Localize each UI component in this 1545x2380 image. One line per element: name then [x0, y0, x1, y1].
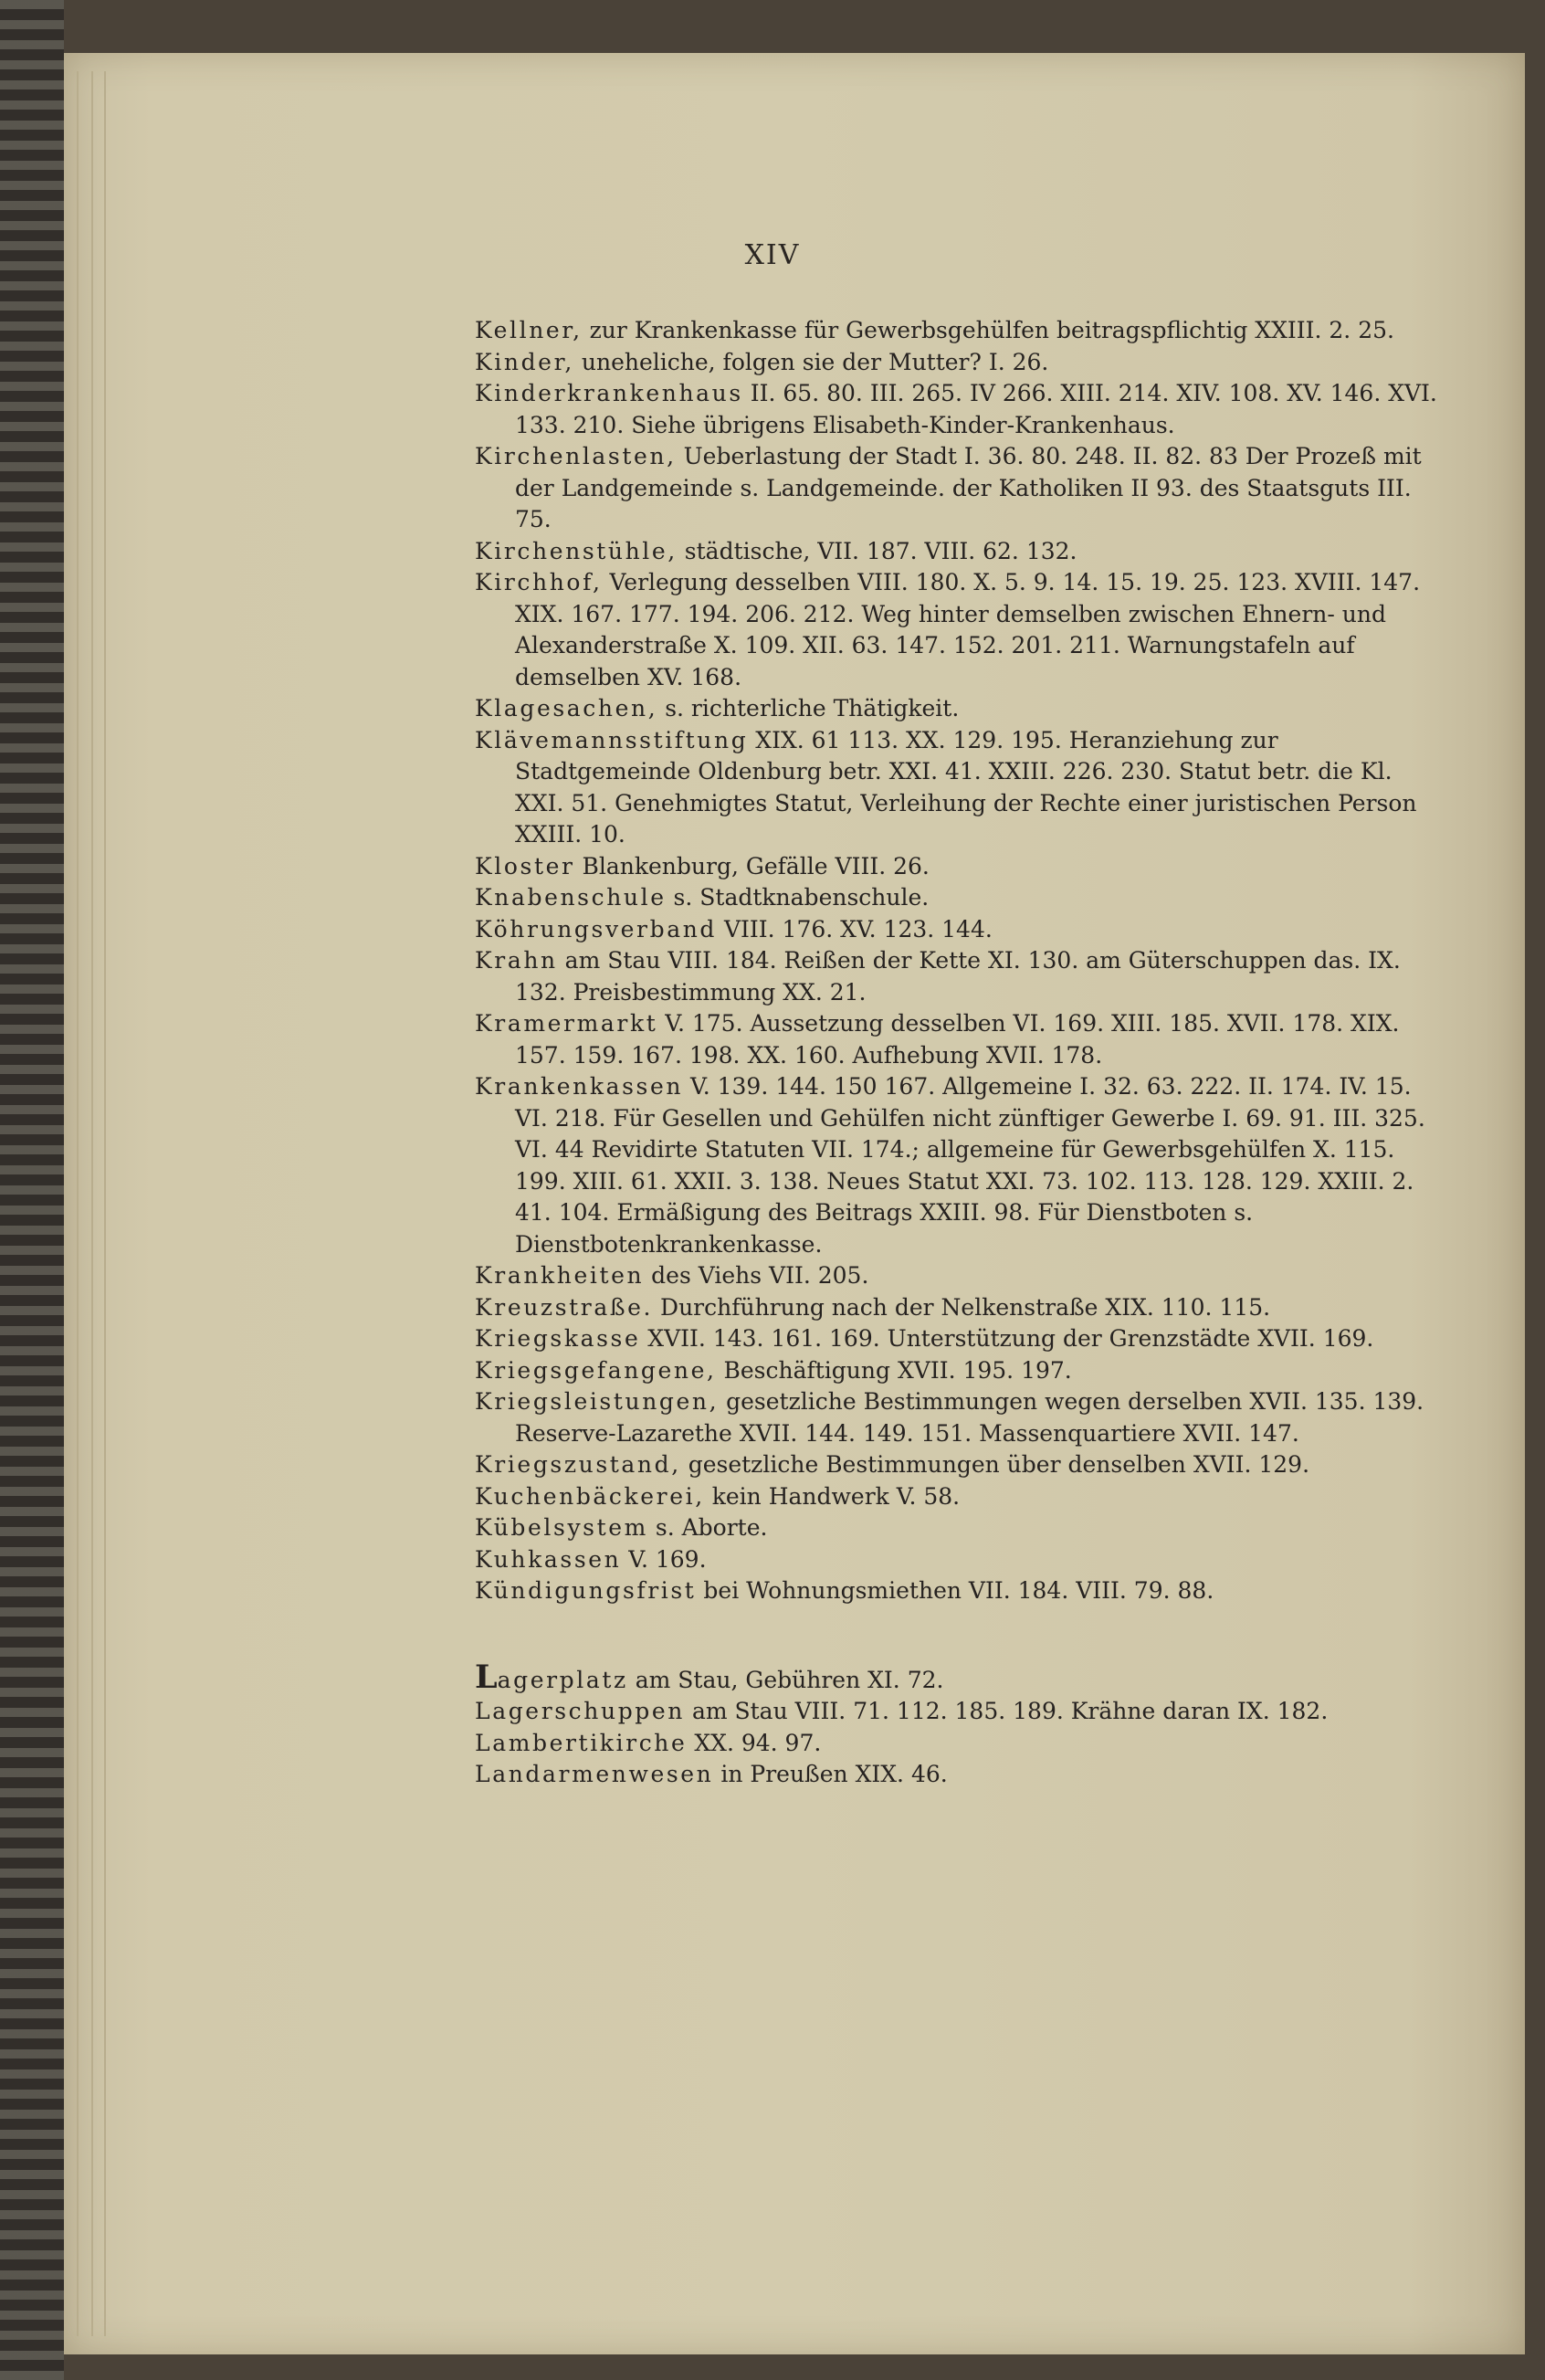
- entry-keyword: Kirchenlasten,: [475, 443, 677, 469]
- index-entry: [475, 1386, 1443, 1449]
- entry-references: Blankenburg, Gefälle VIII. 26.: [574, 852, 930, 879]
- entry-keyword: Landarmenwesen: [475, 1761, 714, 1787]
- index-entry: [475, 945, 1443, 1008]
- entry-references: V. 175. Aussetzung desselben VI. 169. XIII. 185. XVII. 178. XIX. 157. 159. 167. 198. XX. 160. Aufhebung XVII. 178.: [515, 1010, 1400, 1069]
- entry-keyword: Kreuzstraße.: [475, 1293, 654, 1321]
- index-section-l: [475, 1658, 1443, 1791]
- entry-references: Durchführung nach der Nelkenstraße XIX. 110. 115.: [653, 1293, 1271, 1321]
- index-entry: [475, 1696, 1443, 1728]
- entry-keyword: Klagesachen,: [475, 695, 658, 721]
- entry-keyword: Kirchenstühle,: [475, 537, 678, 564]
- entry-references: s. Aborte.: [647, 1514, 768, 1541]
- entry-references: VIII. 176. XV. 123. 144.: [717, 915, 993, 943]
- entry-references: städtische, VII. 187. VIII. 62. 132.: [677, 537, 1077, 564]
- entry-references: gesetzliche Bestimmungen über denselben XVII. 129.: [680, 1451, 1310, 1478]
- entry-references: gesetzliche Bestimmungen wegen derselben XVII. 135. 139. Reserve-Lazarethe XVII. 144. 149. 151. Massenquartiere XVII. 147.: [515, 1388, 1424, 1447]
- index-entry: [475, 1260, 1443, 1292]
- entry-keyword: Kinder,: [475, 348, 574, 375]
- entry-keyword: Kloster: [475, 852, 575, 879]
- entry-references: zur Krankenkasse für Gewerbsgehülfen beitragspflichtig XXIII. 2. 25.: [582, 317, 1394, 343]
- entry-keyword: Köhrungsverband: [475, 915, 718, 943]
- entry-references: des Viehs VII. 205.: [644, 1262, 869, 1289]
- entry-references: am Stau VIII. 184. Reißen der Kette XI. 130. am Güterschuppen das. IX. 132. Preisbestimmung XX. 21.: [515, 947, 1401, 1006]
- entry-references: s. Stadtknabenschule.: [666, 884, 930, 911]
- index-entry: [475, 693, 1443, 725]
- entry-keyword: Kuhkassen: [475, 1545, 622, 1573]
- index-entry: [475, 1544, 1443, 1576]
- index-entry: [475, 725, 1443, 851]
- index-entry: [475, 315, 1443, 347]
- entry-references: V. 139. 144. 150 167. Allgemeine I. 32. 63. 222. II. 174. IV. 15. VI. 218. Für Gesellen und Gehülfen nicht zünftiger Gewerbe I. 69. 91. III. 325. VI. 44 Revidirte Statuten VII. 174.; allgemeine für Gewerbsgehülfen X. 115. 199. XIII. 61. XXII. 3. 138. Neues Statut XXI. 73. 102. 113. 128. 129. XXIII. 2. 41. 104. Ermäßigung des Beitrags XXIII. 98. Für Dienstboten s. Dienstbotenkrankenkasse.: [515, 1073, 1425, 1258]
- entry-keyword: Krankenkassen: [475, 1073, 684, 1100]
- page-edge-line: [77, 71, 79, 2336]
- entry-keyword: Knabenschule: [475, 884, 667, 911]
- entry-references: s. richterliche Thätigkeit.: [657, 695, 960, 721]
- index-entry: [475, 1071, 1443, 1260]
- entry-keyword: Kündigungsfrist: [475, 1577, 697, 1604]
- index-entry: [475, 1658, 1443, 1697]
- entry-references: am Stau VIII. 71. 112. 185. 189. Krähne daran IX. 182.: [685, 1698, 1329, 1724]
- index-entry: [475, 378, 1443, 441]
- entry-keyword: Krahn: [475, 947, 558, 974]
- index-entry: [475, 536, 1443, 568]
- index-entry: [475, 1355, 1443, 1387]
- entry-keyword: Kuchenbäckerei,: [475, 1482, 705, 1510]
- entry-keyword: Kriegskasse: [475, 1325, 641, 1352]
- index-entry: [475, 1759, 1443, 1791]
- initial-letter: L: [475, 1658, 498, 1696]
- entry-keyword: Kriegszustand,: [475, 1451, 681, 1478]
- index-entry: [475, 1512, 1443, 1544]
- entry-references: II. 65. 80. III. 265. IV 266. XIII. 214. XIV. 108. XV. 146. XVI. 133. 210. Siehe übrigens Elisabeth-Kinder-Krankenhaus.: [515, 380, 1437, 438]
- entry-references: in Preußen XIX. 46.: [713, 1761, 948, 1787]
- book-spine: [0, 0, 64, 2380]
- entry-keyword: Kübelsystem: [475, 1514, 648, 1541]
- entry-keyword: Krankheiten: [475, 1262, 645, 1289]
- entry-keyword: Kramermarkt: [475, 1010, 658, 1037]
- running-head: XIV: [744, 239, 801, 271]
- entry-references: uneheliche, folgen sie der Mutter? I. 26.: [573, 348, 1049, 375]
- entry-references: kein Handwerk V. 58.: [704, 1482, 961, 1510]
- index-entry: [475, 882, 1443, 914]
- index-entry: [475, 1292, 1443, 1324]
- entry-keyword: Kellner,: [475, 317, 583, 343]
- entry-keyword: agerplatz: [497, 1666, 628, 1693]
- page-edge-line: [91, 71, 93, 2336]
- index-entry: [475, 1575, 1443, 1607]
- index-entry: [475, 914, 1443, 946]
- index-section-k: [475, 315, 1443, 1607]
- entry-keyword: Klävemannsstiftung: [475, 726, 749, 753]
- entry-references: Ueberlastung der Stadt I. 36. 80. 248. II. 82. 83 Der Prozeß mit der Landgemeinde s. Landgemeinde. der Katholiken II 93. des Staatsguts III. 75.: [515, 443, 1422, 532]
- entry-references: XIX. 61 113. XX. 129. 195. Heranziehung zur Stadtgemeinde Oldenburg betr. XXI. 41. XXIII. 226. 230. Statut betr. die Kl. XXI. 51. Genehmigtes Statut, Verleihung der Rechte einer juristischen Person XXIII. 10.: [515, 726, 1417, 848]
- index-entry: [475, 1481, 1443, 1513]
- index-entry: [475, 1323, 1443, 1355]
- index-entry: [475, 567, 1443, 693]
- entry-references: Verlegung desselben VIII. 180. X. 5. 9. 14. 15. 19. 25. 123. XVIII. 147. XIX. 167. 177. 194. 206. 212. Weg hinter demselben zwischen Ehnern- und Alexanderstraße X. 109. XII. 63. 147. 152. 201. 211. Warnungstafeln auf demselben XV. 168.: [515, 569, 1421, 690]
- page-edge-line: [104, 71, 106, 2336]
- entry-keyword: Kirchhof,: [475, 569, 603, 595]
- index-entry: [475, 1449, 1443, 1481]
- index-entry: [475, 347, 1443, 379]
- index-entry: [475, 1008, 1443, 1071]
- section-gap: [475, 1607, 1443, 1662]
- index-column: [475, 315, 1443, 1791]
- entry-keyword: Kriegsleistungen,: [475, 1388, 720, 1415]
- entry-references: am Stau, Gebühren XI. 72.: [627, 1666, 944, 1693]
- entry-references: XVII. 143. 161. 169. Unterstützung der Grenzstädte XVII. 169.: [640, 1325, 1374, 1352]
- entry-references: Beschäftigung XVII. 195. 197.: [716, 1356, 1072, 1384]
- entry-keyword: Kinderkrankenhaus: [475, 380, 743, 406]
- index-entry: [475, 441, 1443, 536]
- entry-references: XX. 94. 97.: [687, 1729, 822, 1756]
- entry-keyword: Kriegsgefangene,: [475, 1356, 717, 1384]
- entry-references: bei Wohnungsmiethen VII. 184. VIII. 79. 88.: [696, 1577, 1214, 1604]
- entry-references: V. 169.: [621, 1545, 707, 1573]
- index-entry: [475, 851, 1443, 883]
- entry-keyword: Lambertikirche: [475, 1729, 688, 1756]
- index-entry: [475, 1728, 1443, 1760]
- entry-keyword: Lagerschuppen: [475, 1698, 685, 1724]
